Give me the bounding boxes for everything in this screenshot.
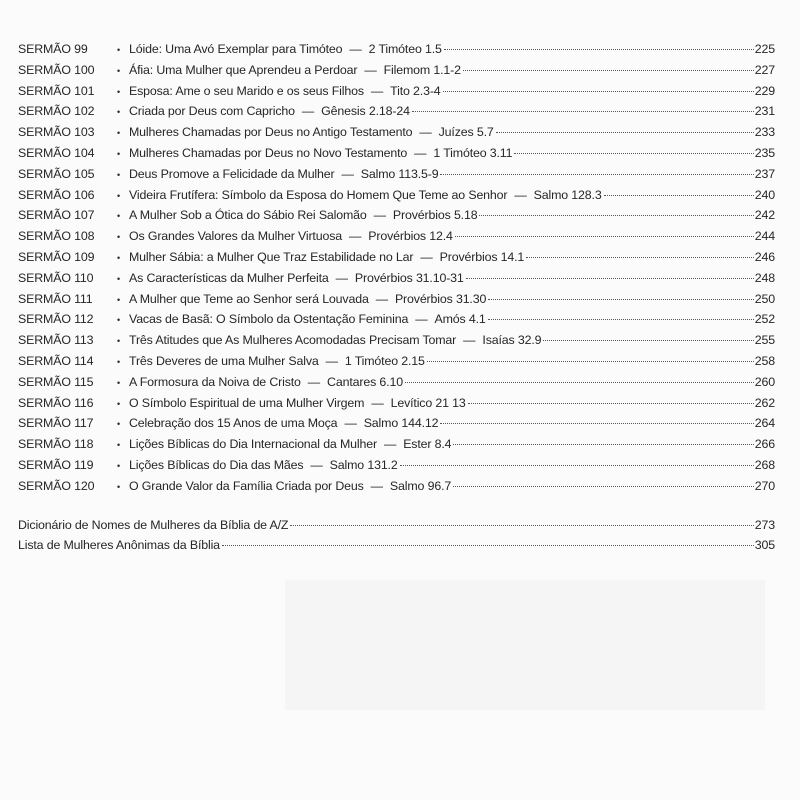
dot-leader xyxy=(453,444,753,445)
bible-reference: Juízes 5.7 xyxy=(438,125,494,140)
bible-reference: Provérbios 5.18 xyxy=(392,208,478,223)
bible-reference: 1 Timóteo 3.11 xyxy=(433,145,513,160)
bible-reference: Cantares 6.10 xyxy=(327,374,403,389)
bible-reference: Provérbios 12.4 xyxy=(368,229,453,244)
page-number: 240 xyxy=(754,187,775,202)
dash-separator: — xyxy=(335,270,348,285)
dash-separator: — xyxy=(325,353,338,368)
sermon-title-reference xyxy=(129,455,398,476)
dash-separator: — xyxy=(373,208,386,223)
sermon-title: Três Deveres de uma Mulher Salva xyxy=(129,353,319,368)
toc-entry-sermon xyxy=(18,164,775,185)
sermon-number: SERMÃO 102 xyxy=(18,104,95,119)
bible-reference: Salmo 113.5-9 xyxy=(360,166,439,181)
dash-separator: — xyxy=(370,83,384,98)
dash-separator: — xyxy=(301,104,315,119)
bible-reference: Amós 4.1 xyxy=(434,312,486,327)
sermon-title: Vacas de Basã: O Símbolo da Ostentação Feminina xyxy=(129,312,409,327)
sermon-title-reference xyxy=(129,205,477,226)
dot-leader xyxy=(514,153,753,154)
page-number: 255 xyxy=(754,333,775,348)
toc-entry-sermon xyxy=(18,122,775,143)
sermon-title: A Mulher Sob a Ótica do Sábio Rei Salomão xyxy=(129,208,367,223)
dash-separator: — xyxy=(463,333,476,348)
sermon-title-reference xyxy=(129,330,541,351)
sermon-number: SERMÃO 111 xyxy=(18,291,93,306)
dash-separator: — xyxy=(307,374,321,389)
bible-reference: Salmo 128.3 xyxy=(533,187,602,202)
sermon-number: SERMÃO 114 xyxy=(18,353,94,368)
bible-reference: 1 Timóteo 2.15 xyxy=(344,353,425,368)
sermon-number: SERMÃO 108 xyxy=(18,229,95,244)
dot-leader xyxy=(543,340,753,341)
sermon-title: O Símbolo Espiritual de uma Mulher Virgem xyxy=(129,395,365,410)
dash-separator: — xyxy=(383,437,397,452)
bible-reference: Salmo 131.2 xyxy=(329,457,398,472)
sermon-number: SERMÃO 100 xyxy=(18,62,95,77)
bible-reference: Levítico 21 13 xyxy=(390,395,466,410)
sermon-number: SERMÃO 116 xyxy=(18,395,94,410)
sermon-title: Lições Bíblicas do Dia Internacional da Mulher xyxy=(129,437,377,452)
sermon-number: SERMÃO 104 xyxy=(18,145,95,160)
bullet-separator: • xyxy=(117,65,121,76)
section-spacer xyxy=(18,497,775,515)
bible-reference: Salmo 144.12 xyxy=(363,416,439,431)
toc-entry-sermon xyxy=(18,247,775,268)
sermon-title-reference xyxy=(129,101,410,122)
sermon-title-reference xyxy=(129,81,441,102)
toc-entry-sermon xyxy=(18,185,775,206)
sermon-title-reference xyxy=(129,39,442,60)
dot-leader xyxy=(455,236,754,237)
bullet-separator: • xyxy=(117,294,121,305)
sermon-title-reference xyxy=(129,60,461,81)
bullet-separator: • xyxy=(117,273,121,284)
bullet-separator: • xyxy=(117,440,121,451)
sermon-title: Celebração dos 15 Anos de uma Moça xyxy=(129,416,338,431)
sermon-title-reference xyxy=(129,393,466,414)
dot-leader xyxy=(440,174,753,175)
page-number: 264 xyxy=(754,416,775,431)
bible-reference: Filemom 1.1-2 xyxy=(383,62,461,77)
bullet-separator: • xyxy=(117,336,121,347)
dash-separator: — xyxy=(414,145,427,160)
toc-entry-sermon xyxy=(18,289,775,310)
page-number: 268 xyxy=(754,457,775,472)
bible-reference: Ester 8.4 xyxy=(403,437,452,452)
toc-entry-appendix xyxy=(18,515,775,536)
dot-leader xyxy=(526,257,754,258)
sermon-title: Lições Bíblicas do Dia das Mães xyxy=(129,457,304,472)
toc-entry-sermon xyxy=(18,351,775,372)
page-number: 248 xyxy=(754,270,775,285)
dash-separator: — xyxy=(375,291,388,306)
bullet-separator: • xyxy=(117,169,121,180)
dot-leader xyxy=(488,319,754,320)
dot-leader xyxy=(440,423,753,424)
sermon-title-reference xyxy=(129,122,494,143)
toc-entry-sermon xyxy=(18,205,775,226)
sermon-title: A Mulher que Teme ao Senhor será Louvada xyxy=(129,291,369,306)
dot-leader xyxy=(427,361,754,362)
sermon-number: SERMÃO 113 xyxy=(18,333,94,348)
sermon-title: Esposa: Ame o seu Marido e os seus Filhos xyxy=(129,83,364,98)
bible-reference: Salmo 96.7 xyxy=(389,478,452,493)
dot-leader xyxy=(444,49,754,50)
sermon-title-reference xyxy=(129,268,464,289)
bullet-separator: • xyxy=(117,190,121,201)
toc-entry-sermon xyxy=(18,476,775,497)
dash-separator: — xyxy=(415,312,428,327)
toc-entry-sermon xyxy=(18,226,775,247)
dot-leader xyxy=(290,525,753,526)
bible-reference: Gênesis 2.18-24 xyxy=(321,104,410,119)
page-number: 242 xyxy=(754,208,775,223)
bullet-separator: • xyxy=(117,45,121,55)
page-number: 260 xyxy=(754,374,775,389)
bullet-separator: • xyxy=(117,377,121,388)
sermon-title: Os Grandes Valores da Mulher Virtuosa xyxy=(129,229,342,244)
sermon-title-reference xyxy=(129,309,486,330)
bullet-separator: • xyxy=(117,211,121,222)
bullet-separator: • xyxy=(117,232,121,243)
dash-separator: — xyxy=(349,229,362,244)
page-number: 305 xyxy=(754,538,775,553)
sermon-title: Videira Frutífera: Símbolo da Esposa do Homem Que Teme ao Senhor xyxy=(129,187,508,202)
page-number: 229 xyxy=(754,83,775,98)
dot-leader xyxy=(466,278,754,279)
appendix-title: Dicionário de Nomes de Mulheres da Bíblia de A/Z xyxy=(18,517,289,532)
toc-entry-sermon xyxy=(18,372,775,393)
sermon-title-reference xyxy=(129,143,512,164)
sermon-list xyxy=(18,39,775,497)
sermon-title-reference xyxy=(129,434,451,455)
sermon-title-reference xyxy=(129,185,602,206)
bible-reference: Provérbios 31.30 xyxy=(394,291,487,306)
dot-leader xyxy=(463,70,754,71)
toc-entry-sermon xyxy=(18,60,775,81)
sermon-title-reference xyxy=(129,226,453,247)
page-number: 252 xyxy=(754,312,775,327)
sermon-number: SERMÃO 107 xyxy=(18,208,95,223)
page-number: 246 xyxy=(754,249,775,264)
bible-reference: Tito 2.3-4 xyxy=(390,83,441,98)
dash-separator: — xyxy=(364,62,377,77)
page-number: 235 xyxy=(754,145,775,160)
background-smudge xyxy=(285,580,765,710)
sermon-title-reference xyxy=(129,289,486,310)
toc-entry-sermon xyxy=(18,81,775,102)
page-number: 250 xyxy=(754,291,775,306)
toc-entry-sermon xyxy=(18,455,775,476)
dot-leader xyxy=(468,403,754,404)
sermon-title: Lóide: Uma Avó Exemplar para Timóteo xyxy=(129,42,343,56)
sermon-title: Áfia: Uma Mulher que Aprendeu a Perdoar xyxy=(129,62,358,77)
dash-separator: — xyxy=(371,395,384,410)
bullet-separator: • xyxy=(117,481,121,492)
toc-entry-sermon xyxy=(18,143,775,164)
bible-reference: 2 Timóteo 1.5 xyxy=(368,42,442,56)
page-number: 227 xyxy=(754,62,775,77)
toc-entry-sermon xyxy=(18,434,775,455)
dot-leader xyxy=(412,111,754,112)
sermon-title: As Características da Mulher Perfeita xyxy=(129,270,329,285)
sermon-number: SERMÃO 118 xyxy=(18,437,94,452)
bible-reference: Provérbios 31.10-31 xyxy=(354,270,464,285)
toc-entry-sermon xyxy=(18,330,775,351)
dash-separator: — xyxy=(370,478,383,493)
sermon-number: SERMÃO 119 xyxy=(18,457,94,472)
page-number: 231 xyxy=(754,104,775,119)
sermon-title-reference xyxy=(129,476,451,497)
dot-leader xyxy=(443,91,754,92)
sermon-number: SERMÃO 103 xyxy=(18,125,95,140)
dot-leader xyxy=(604,195,754,196)
sermon-title-reference xyxy=(129,351,425,372)
dot-leader xyxy=(400,465,754,466)
sermon-title: Mulheres Chamadas por Deus no Antigo Testamento xyxy=(129,125,413,140)
dot-leader xyxy=(496,132,754,133)
toc-entry-sermon xyxy=(18,309,775,330)
page-number: 237 xyxy=(754,166,775,181)
page-number: 266 xyxy=(754,437,775,452)
dash-separator: — xyxy=(419,125,432,140)
sermon-title-reference xyxy=(129,247,524,268)
sermon-title: Criada por Deus com Capricho xyxy=(129,104,295,119)
bullet-separator: • xyxy=(117,107,121,118)
table-of-contents xyxy=(18,39,775,556)
dash-separator: — xyxy=(341,166,354,181)
sermon-title: Mulher Sábia: a Mulher Que Traz Estabilidade no Lar xyxy=(129,249,414,264)
sermon-number: SERMÃO 101 xyxy=(18,83,95,98)
toc-entry-sermon xyxy=(18,268,775,289)
dot-leader xyxy=(453,486,754,487)
page-number: 262 xyxy=(754,395,775,410)
sermon-number: SERMÃO 109 xyxy=(18,249,95,264)
sermon-title-reference xyxy=(129,413,438,434)
page-number: 273 xyxy=(754,517,775,532)
sermon-number: SERMÃO 120 xyxy=(18,478,95,493)
bullet-separator: • xyxy=(117,86,121,97)
sermon-title-reference xyxy=(129,164,438,185)
sermon-title: O Grande Valor da Família Criada por Deus xyxy=(129,478,364,493)
bullet-separator: • xyxy=(117,128,121,139)
sermon-title: Deus Promove a Felicidade da Mulher xyxy=(129,166,335,181)
toc-entry-sermon xyxy=(18,101,775,122)
appendix-list xyxy=(18,515,775,557)
sermon-number: SERMÃO 112 xyxy=(18,312,94,327)
sermon-title: A Formosura da Noiva de Cristo xyxy=(129,374,301,389)
toc-entry-appendix xyxy=(18,535,775,556)
page-number: 244 xyxy=(754,229,775,244)
bullet-separator: • xyxy=(117,398,121,409)
dash-separator: — xyxy=(344,416,357,431)
dot-leader xyxy=(488,299,754,300)
bullet-separator: • xyxy=(117,356,121,367)
bullet-separator: • xyxy=(117,148,121,159)
bullet-separator: • xyxy=(117,252,121,263)
dot-leader xyxy=(479,215,753,216)
sermon-number: SERMÃO 99 xyxy=(18,42,88,56)
sermon-number: SERMÃO 106 xyxy=(18,187,95,202)
dot-leader xyxy=(222,545,754,546)
sermon-number: SERMÃO 110 xyxy=(18,270,94,285)
bullet-separator: • xyxy=(117,419,121,430)
sermon-number: SERMÃO 117 xyxy=(18,416,94,431)
bible-reference: Isaías 32.9 xyxy=(482,333,542,348)
dash-separator: — xyxy=(310,457,323,472)
page-number: 258 xyxy=(754,353,775,368)
bible-reference: Provérbios 14.1 xyxy=(439,249,525,264)
sermon-number: SERMÃO 105 xyxy=(18,166,95,181)
page-number: 225 xyxy=(754,42,775,56)
sermon-title: Mulheres Chamadas por Deus no Novo Testamento xyxy=(129,145,408,160)
toc-entry-sermon xyxy=(18,39,775,60)
sermon-title: Três Atitudes que As Mulheres Acomodadas Precisam Tomar xyxy=(129,333,457,348)
bullet-separator: • xyxy=(117,315,121,326)
page-number: 233 xyxy=(754,125,775,140)
toc-entry-sermon xyxy=(18,393,775,414)
bullet-separator: • xyxy=(117,460,121,471)
dot-leader xyxy=(405,382,754,383)
dash-separator: — xyxy=(514,187,527,202)
sermon-number: SERMÃO 115 xyxy=(18,374,94,389)
toc-entry-sermon xyxy=(18,413,775,434)
dash-separator: — xyxy=(420,249,433,264)
appendix-title: Lista de Mulheres Anônimas da Bíblia xyxy=(18,538,220,553)
page-number: 270 xyxy=(754,478,775,493)
sermon-title-reference xyxy=(129,372,403,393)
dash-separator: — xyxy=(349,42,362,56)
